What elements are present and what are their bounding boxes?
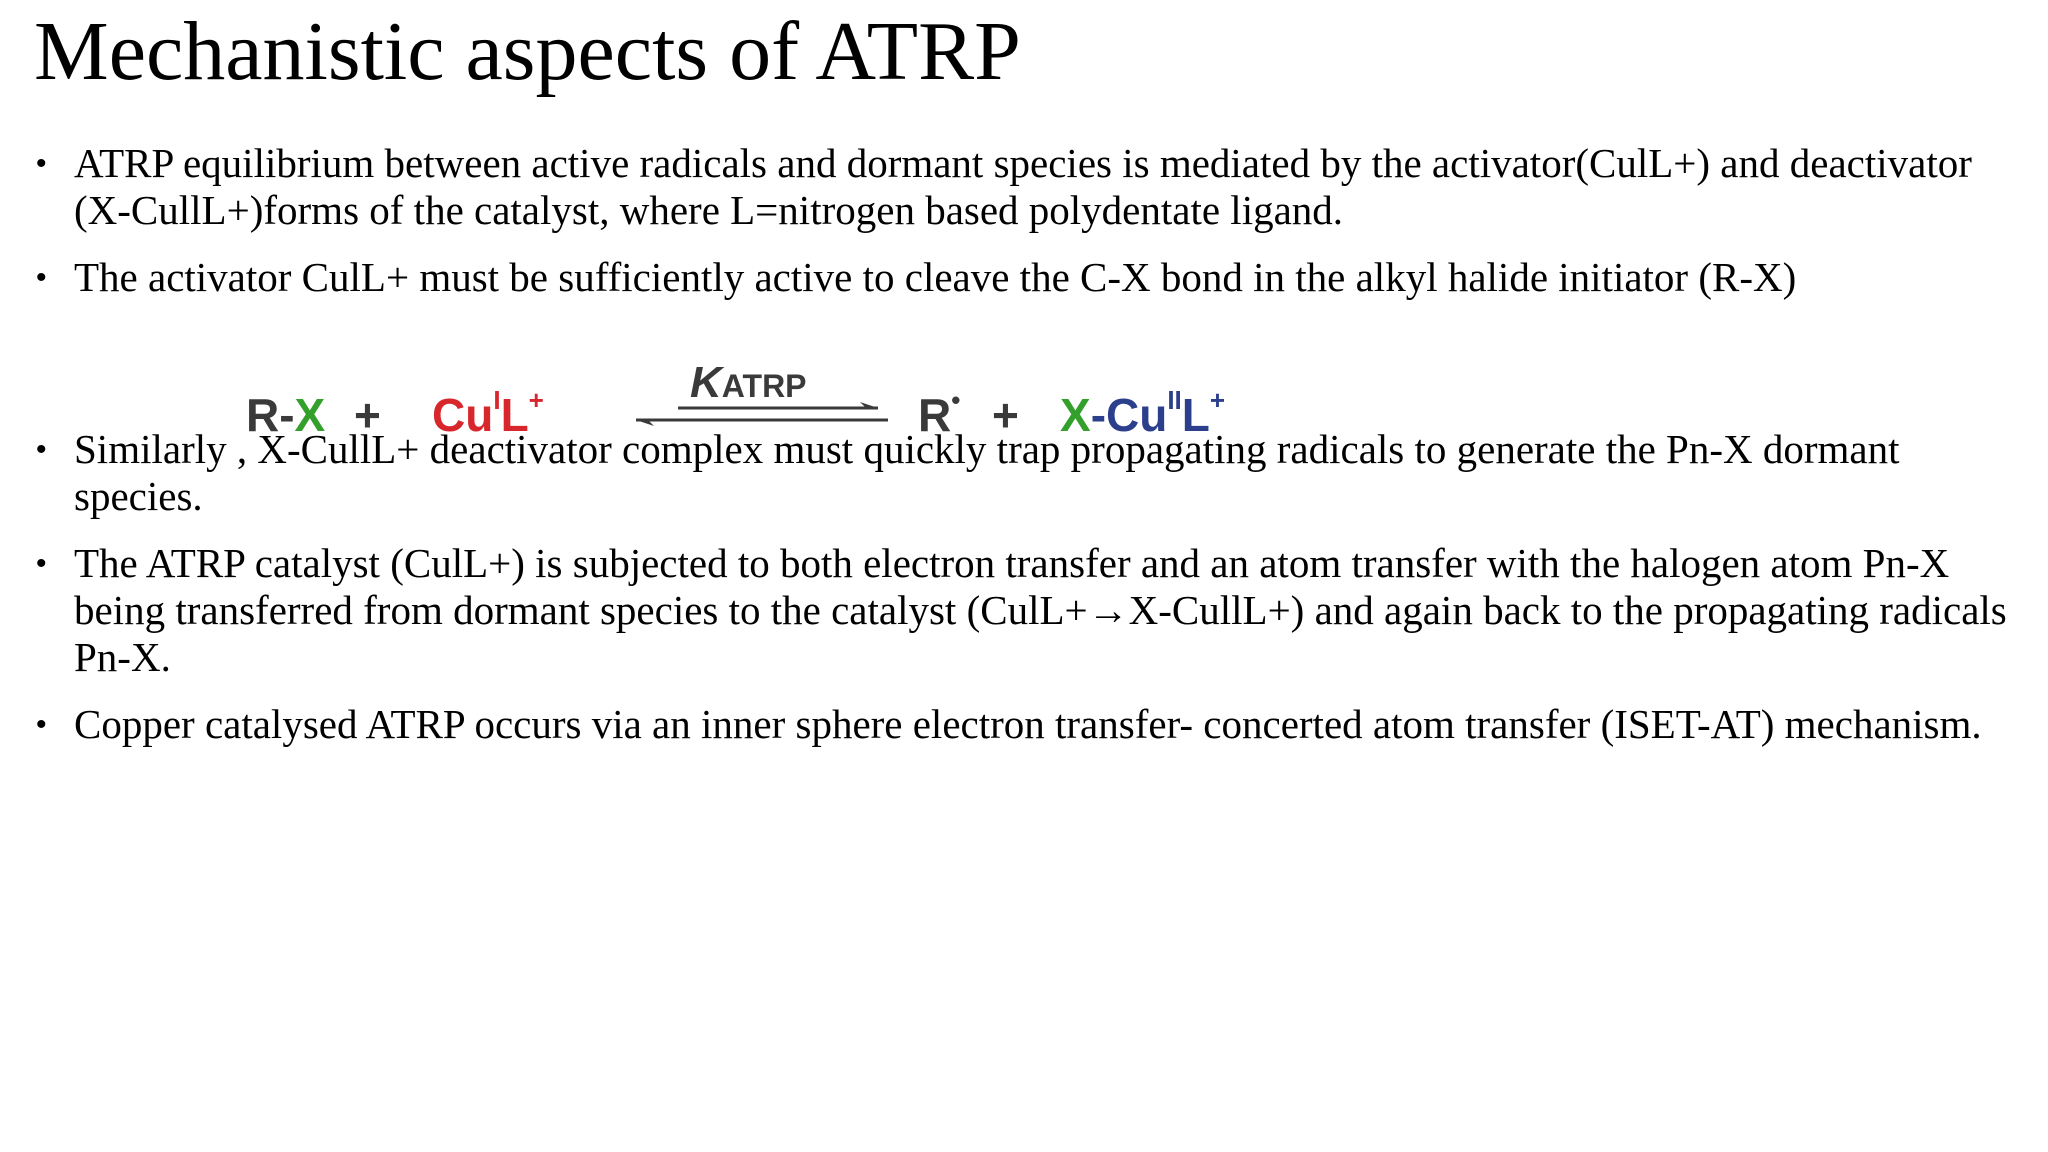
- bullet-text: The activator CulL+ must be sufficiently active to cleave the C-X bond in the alkyl halide initiator (R-X): [74, 254, 1797, 300]
- bullet-text: Similarly , X-CullL+ deactivator complex must quickly trap propagating radicals to generate the Pn-X dormant species.: [74, 426, 1900, 519]
- k-atrp-label: KATRP: [690, 358, 807, 407]
- plus-sign: +: [354, 389, 381, 441]
- bullet-dot-icon: •: [36, 147, 47, 180]
- bullet-text: ATRP equilibrium between active radicals and dormant species is mediated by the activator(CulL+) and deactivator (X-CullL+)forms of the catalyst, where L=nitrogen based polydentate ligand.: [74, 140, 1972, 233]
- bullet-text: The ATRP catalyst (CulL+) is subjected to both electron transfer and an atom transfer with the halogen atom Pn-X being transferred from dormant species to the catalyst (CulL+→X-CullL+) and again back to the propagating radicals Pn-X.: [74, 540, 2007, 680]
- atrp-equilibrium-equation: [246, 358, 1276, 448]
- reactant-alkyl-halide: R-X: [246, 389, 326, 441]
- plus-sign: +: [992, 389, 1019, 441]
- bullet-item-activator-deactivator: [36, 140, 2026, 234]
- slide-title: Mechanistic aspects of ATRP: [34, 5, 1021, 98]
- product-cu-ii-complex: $X-Cu^{II}L^+$: [1060, 385, 1226, 441]
- bullet-dot-icon: •: [36, 708, 47, 741]
- bullet-dot-icon: •: [36, 433, 47, 466]
- equilibrium-arrows-icon: [632, 398, 892, 438]
- bullet-item-electron-atom-transfer: [36, 540, 2026, 681]
- bullet-dot-icon: •: [36, 547, 47, 580]
- bullet-item-iset-at: [36, 701, 2026, 748]
- bullet-dot-icon: •: [36, 261, 47, 294]
- reactant-cu-i-complex: $Cu^IL^+$: [432, 385, 544, 441]
- bullet-text: Copper catalysed ATRP occurs via an inner sphere electron transfer- concerted atom transfer (ISET-AT) mechanism.: [74, 701, 1982, 747]
- bullet-item-activator-cleave: [36, 254, 2026, 301]
- product-radical: R•: [918, 385, 961, 441]
